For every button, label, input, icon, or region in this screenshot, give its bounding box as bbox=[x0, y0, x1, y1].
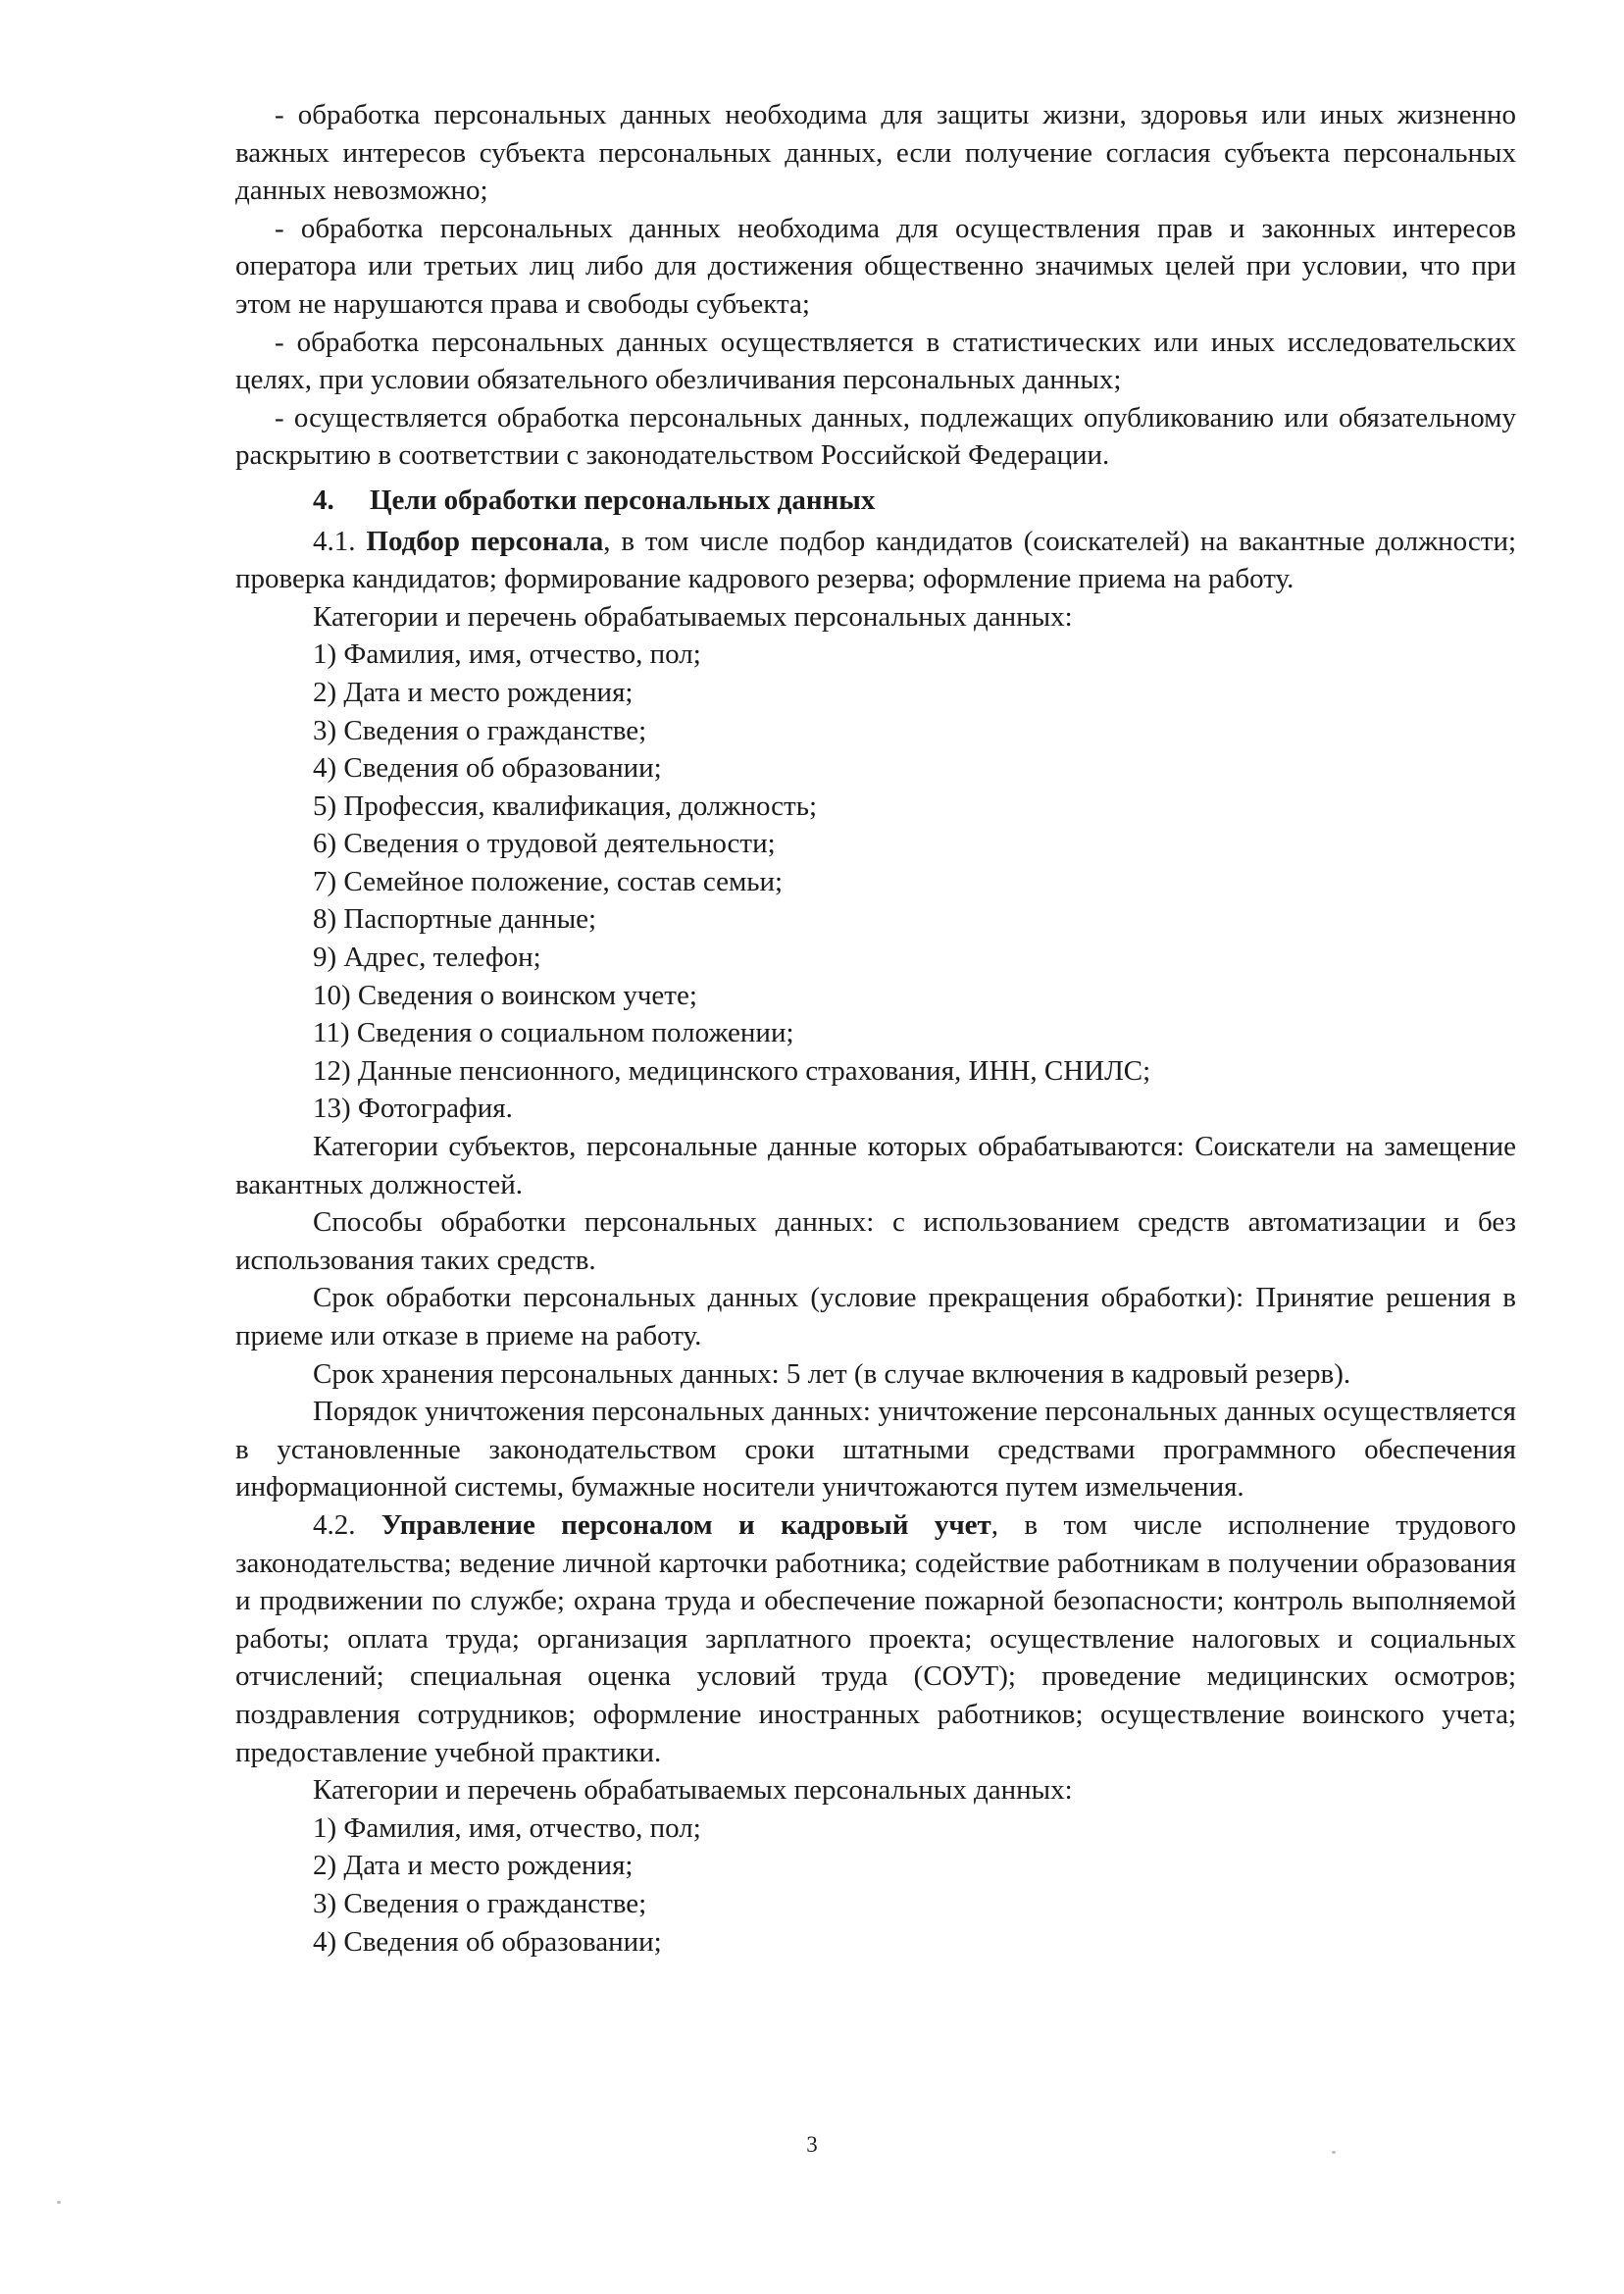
methods-paragraph: Способы обработки персональных данных: с использованием средств автоматизации и без использования таких средств. bbox=[235, 1206, 1516, 1276]
subsection-text: , в том числе исполнение трудового законодательства; ведение личной карточки работника; содействие работникам в получении образования и продвижении по службе; охрана труда и обеспечение пожарной безопасности; контроль выполняемой работы; оплата труда; организация зарплатного проекта; осуществление налоговых и социальных отчислений; специальная оценка условий труда (СОУТ); проведение медицинских осмотров; поздравления сотрудников; оформление иностранных работников; осуществление воинского учета; предоставление учебной практики. bbox=[235, 1508, 1516, 1768]
list-item: 2) Дата и место рождения; bbox=[313, 676, 634, 708]
list-item: 3) Сведения о гражданстве; bbox=[313, 714, 647, 746]
list-item: 7) Семейное положение, состав семьи; bbox=[313, 865, 784, 897]
scan-speck bbox=[1332, 2151, 1336, 2154]
subsection-number: 4.2. bbox=[313, 1508, 381, 1541]
subsection-text: , в том числе подбор кандидатов (соискателей) на вакантные должности; проверка кандидатов; формирование кадрового резерва; оформление приема на работу. bbox=[235, 525, 1517, 595]
list-item: 2) Дата и место рождения; bbox=[313, 1850, 634, 1882]
destruction-paragraph: Порядок уничтожения персональных данных: уничтожение персональных данных осуществляется в установленные законодательством сроки штатными средствами программного обеспечения информационной системы, бумажные носители уничтожаются путем измельчения. bbox=[235, 1396, 1516, 1504]
document-page bbox=[235, 96, 1516, 1961]
page-number: 3 bbox=[806, 2132, 818, 2157]
list-item: 8) Паспортные данные; bbox=[313, 903, 597, 936]
list-item: 13) Фотография. bbox=[313, 1093, 513, 1125]
scan-speck bbox=[57, 2201, 61, 2204]
storage-paragraph: Срок хранения персональных данных: 5 лет (в случае включения в кадровый резерв). bbox=[313, 1357, 1351, 1390]
section-heading bbox=[235, 482, 1516, 520]
bullet-paragraph: - обработка персональных данных осуществляется в статистических или иных исследовательских целях, при условии обязательного обезличивания персональных данных; bbox=[235, 326, 1516, 396]
bullet-paragraph: - осуществляется обработка персональных данных, подлежащих опубликованию или обязательному раскрытию в соответствии с законодательством Российской Федерации. bbox=[235, 401, 1516, 472]
list-item: 4) Сведения об образовании; bbox=[313, 752, 662, 785]
list-item: 10) Сведения о воинском учете; bbox=[313, 979, 697, 1011]
subsection-4-2-paragraph bbox=[235, 1506, 1516, 1771]
list-item: 1) Фамилия, имя, отчество, пол; bbox=[313, 1811, 701, 1844]
list-item: 5) Профессия, квалификация, должность; bbox=[313, 790, 818, 822]
section-number: 4. bbox=[313, 484, 334, 516]
subsection-title: Подбор персонала bbox=[366, 525, 604, 557]
categories-intro: Категории и перечень обрабатываемых персональных данных: bbox=[313, 1774, 1073, 1807]
list-item: 9) Адрес, телефон; bbox=[313, 942, 541, 974]
categories-intro: Категории и перечень обрабатываемых персональных данных: bbox=[313, 600, 1073, 633]
term-paragraph: Срок обработки персональных данных (условие прекращения обработки): Принятие решения в приеме или отказе в приеме на работу. bbox=[235, 1282, 1516, 1351]
bullet-paragraph: - обработка персональных данных необходима для защиты жизни, здоровья или иных жизненно важных интересов субъекта персональных данных, если получение согласия субъекта персональных данных невозможно; bbox=[235, 99, 1516, 207]
subsection-4-1-paragraph bbox=[235, 523, 1516, 598]
subjects-paragraph: Категории субъектов, персональные данные которых обрабатываются: Соискатели на замещение вакантных должностей. bbox=[235, 1131, 1516, 1200]
bullet-paragraph: - обработка персональных данных необходима для осуществления прав и законных интересов оператора или третьих лиц либо для достижения общественно значимых целей при условии, что при этом не нарушаются права и свободы субъекта; bbox=[235, 212, 1516, 320]
subsection-title: Управление персоналом и кадровый учет bbox=[381, 1508, 991, 1541]
list-item: 4) Сведения об образовании; bbox=[313, 1925, 662, 1958]
subsection-number: 4.1. bbox=[313, 525, 367, 557]
list-item: 11) Сведения о социальном положении; bbox=[313, 1017, 794, 1049]
list-item: 3) Сведения о гражданстве; bbox=[313, 1887, 647, 1919]
list-item: 1) Фамилия, имя, отчество, пол; bbox=[313, 638, 701, 671]
list-item: 6) Сведения о трудовой деятельности; bbox=[313, 828, 776, 860]
list-item: 12) Данные пенсионного, медицинского страхования, ИНН, СНИЛС; bbox=[313, 1054, 1151, 1087]
section-title: Цели обработки персональных данных bbox=[370, 484, 876, 516]
